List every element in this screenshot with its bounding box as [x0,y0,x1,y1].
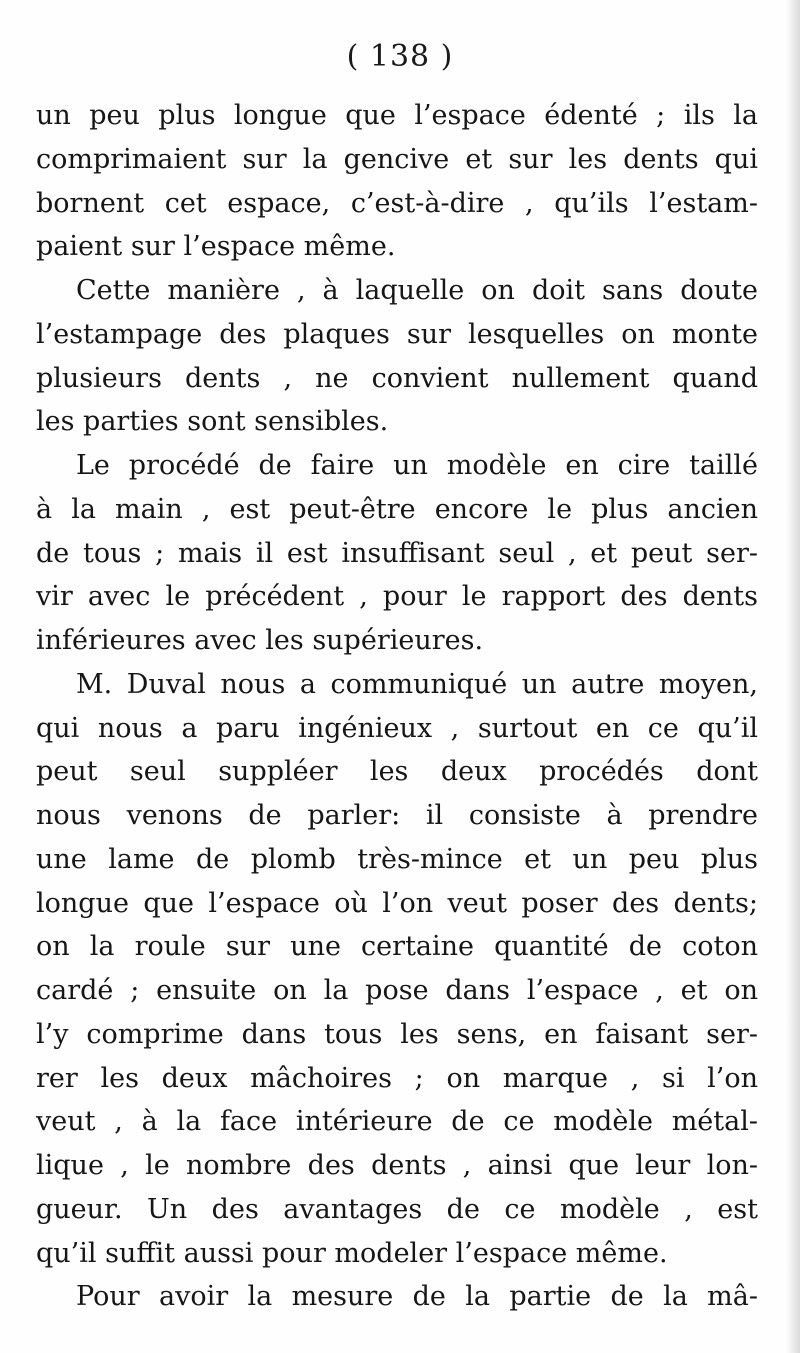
text-line: cardé ; ensuite on la pose dans l’espace , et on [36,975,758,1006]
body-text [36,94,758,1319]
text-line: paient sur l’espace même. [36,231,396,263]
text-line: nous venons de parler: il consiste à prendre [36,800,758,831]
text-line: inférieures avec les supérieures. [36,625,484,656]
text-line: à la main , est peut-être encore le plus ancien [36,493,758,525]
text-line: qui nous a paru ingénieux , surtout en ce qu’il [36,712,758,744]
text-line: l’estampage des plaques sur lesquelles on monte [36,318,758,350]
text-line: veut , à la face intérieure de ce modèle métal- [36,1106,758,1138]
text-line: gueur. Un des avantages de ce modèle , est [36,1193,758,1225]
text-line: les parties sont sensibles. [36,406,389,438]
text-line: lique , le nombre des dents , ainsi que leur lon- [36,1150,758,1181]
page-edge-shadow [786,0,800,1353]
text-line: comprimaient sur la gencive et sur les dents qui [36,143,758,175]
text-line: peut seul suppléer les deux procédés dont [36,756,758,788]
text-line: qu’il suffit aussi pour modeler l’espace même. [36,1237,668,1269]
page-number: ( 138 ) [346,39,454,74]
text-line: l’y comprime dans tous les sens, en faisant ser- [36,1018,758,1050]
text-line: plusieurs dents , ne convient nullement quand [36,362,758,394]
text-line: une lame de plomb très-mince et un peu plus [36,843,758,875]
text-line: longue que l’espace où l’on veut poser des dents; [36,887,758,919]
text-line: M. Duval nous a communiqué un autre moyen, [76,668,758,700]
text-line: de tous ; mais il est insuffisant seul , et peut ser- [36,537,758,569]
text-line: bornent cet espace, c’est-à-dire , qu’ils l’estam- [36,187,758,219]
text-line: vir avec le précédent , pour le rapport des dents [36,581,758,613]
text-line: rer les deux mâchoires ; on marque , si l’on [36,1062,758,1094]
text-line: un peu plus longue que l’espace édenté ; ils la [36,100,758,131]
text-line: Le procédé de faire un modèle en cire taillé [76,450,758,481]
text-line: on la roule sur une certaine quantité de coton [36,931,758,963]
text-line: Cette manière , à laquelle on doit sans doute [76,275,758,306]
text-line: Pour avoir la mesure de la partie de la mâ- [76,1281,758,1313]
